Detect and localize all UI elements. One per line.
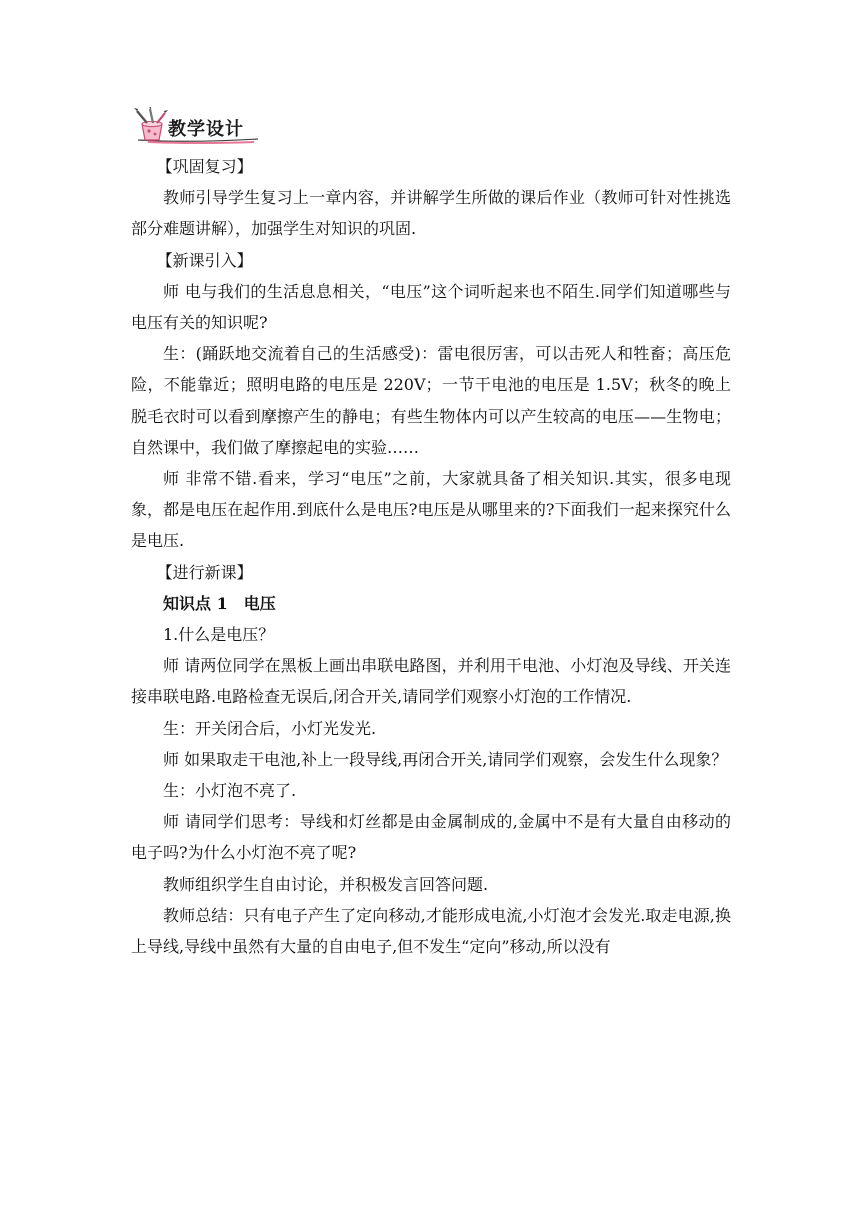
- paragraph: 教师总结：只有电子产生了定向移动,才能形成电流,小灯泡才会发光.取走电源,换上导线,导线中虽然有大量的自由电子,但不发生“定向”移动,所以没有: [131, 905, 731, 957]
- paragraph: 生：(踊跃地交流着自己的生活感受)：雷电很厉害，可以击死人和牲畜；高压危险，不能靠近；照明电路的电压是 220V；一节干电池的电压是 1.5V；秋冬的晚上脱毛衣时可以看到摩擦产生的静电；有些生物体内可以产生较高的电压——生物电；自然课中，我们做了摩擦起电的实验……: [131, 344, 731, 457]
- section-title: 教学设计: [168, 119, 244, 140]
- section-header: [128, 107, 260, 145]
- paragraph: 师 非常不错.看来，学习“电压”之前，大家就具备了相关知识.其实，很多电现象，都是电压在起作用.到底什么是电压?电压是从哪里来的?下面我们一起来探究什么是电压.: [131, 469, 731, 551]
- section-heading: 【进行新课】: [156, 562, 253, 582]
- paragraph: 师 请两位同学在黑板上画出串联电路图，并利用干电池、小灯泡及导线、开关连接串联电路.电路检查无误后,闭合开关,请同学们观察小灯泡的工作情况.: [131, 656, 731, 707]
- paragraph: 教师组织学生自由讨论，并积极发言回答问题.: [163, 874, 489, 894]
- paragraph: 师 电与我们的生活息息相关，“电压”这个词听起来也不陌生.同学们知道哪些与电压有关的知识呢?: [131, 281, 731, 333]
- paragraph: 1.什么是电压？: [163, 625, 275, 645]
- paragraph: 生：开关闭合后，小灯光发光.: [163, 718, 377, 738]
- paragraph: 师 请同学们思考：导线和灯丝都是由金属制成的,金属中不是有大量自由移动的电子吗?为什么小灯泡不亮了呢?: [131, 812, 731, 863]
- paragraph: 教师引导学生复习上一章内容，并讲解学生所做的课后作业（教师可针对性挑选部分难题讲解），加强学生对知识的巩固.: [131, 188, 731, 239]
- section-heading: 【巩固复习】: [156, 157, 253, 176]
- paragraph: 生：小灯泡不亮了.: [163, 781, 297, 801]
- paragraph: 师 如果取走干电池,补上一段导线,再闭合开关,请同学们观察，会发生什么现象？: [163, 749, 728, 769]
- section-heading: 【新课引入】: [156, 250, 253, 270]
- document-body: [131, 151, 731, 962]
- knowledge-point-title: 知识点 1 电压: [163, 593, 276, 613]
